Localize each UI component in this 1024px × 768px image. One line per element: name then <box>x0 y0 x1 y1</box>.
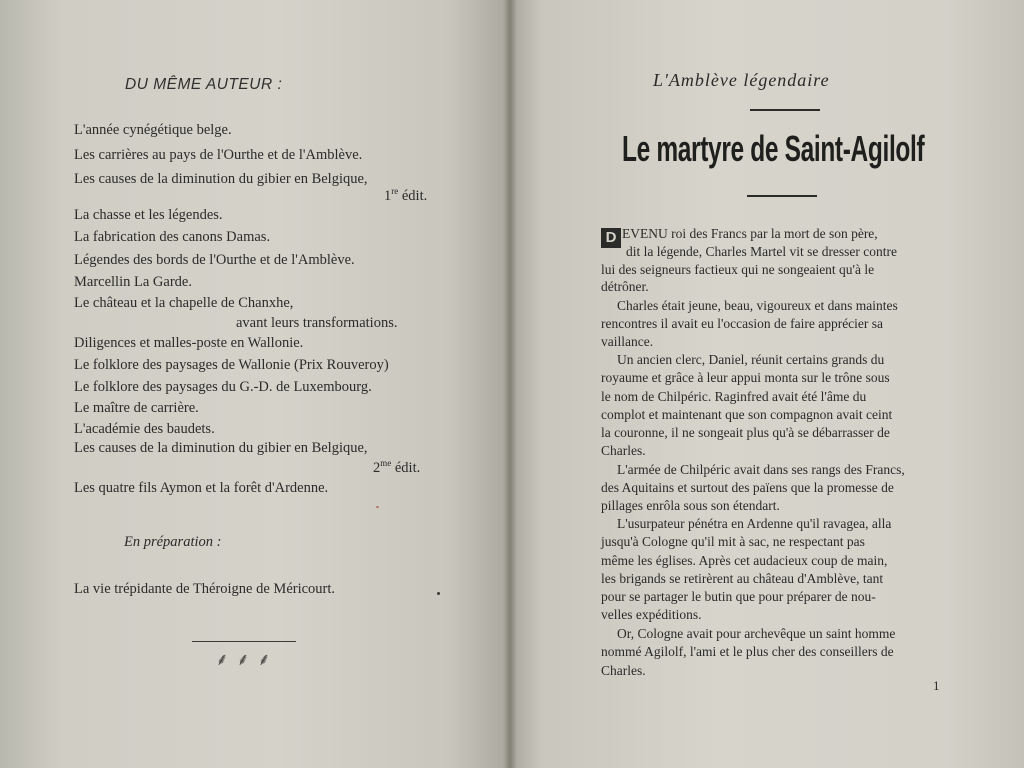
book-gutter <box>503 0 517 768</box>
text-line: Charles. <box>601 663 646 678</box>
text-line: velles expéditions. <box>601 607 702 622</box>
work-item: Les quatre fils Aymon et la forêt d'Ardenne. <box>74 480 329 496</box>
work-item: Marcellin La Garde. <box>74 274 192 290</box>
text-line: lui des seigneurs factieux qui ne songeaient qu'à le <box>601 262 875 277</box>
work-item: La chasse et les légendes. <box>74 207 223 223</box>
text-line: détrôner. <box>601 279 649 294</box>
work-item: Le folklore des paysages du G.-D. de Luxembourg. <box>74 379 372 395</box>
ornament-rule <box>192 641 296 642</box>
ornament <box>190 641 298 670</box>
text-line: rencontres il avait eu l'occasion de faire apprécier sa <box>601 316 884 331</box>
text-line: jusqu'à Cologne qu'il mit à sac, ne respectant pas <box>601 534 865 549</box>
text-line: royaume et grâce à leur appui monta sur le trône sous <box>601 370 890 385</box>
text-line: pillages enrôla sous son étendart. <box>601 498 780 513</box>
text-line: les brigands se retirèrent au château d'Amblève, tant <box>601 571 884 586</box>
work-item: L'année cynégétique belge. <box>74 122 232 138</box>
work-item: Le château et la chapelle de Chanxhe, <box>74 295 294 311</box>
drop-cap: D <box>601 228 621 248</box>
work-item: Les carrières au pays de l'Ourthe et de l'Amblève. <box>74 147 363 163</box>
edition-note: $2^{me}$ édit. <box>373 458 421 476</box>
paper-speck <box>437 592 440 595</box>
work-item: Diligences et malles-poste en Wallonie. <box>74 335 304 351</box>
chapter-title: Le martyre de Saint-Agilolf <box>622 128 925 169</box>
work-item: Le maître de carrière. <box>74 400 199 416</box>
text-line: le nom de Chilpéric. Raginfred avait été l'âme du <box>601 389 867 404</box>
work-item: Légendes des bords de l'Ourthe et de l'Amblève. <box>74 252 355 268</box>
left-page <box>0 0 510 768</box>
title-rule-bottom <box>747 195 817 197</box>
running-title: L'Amblève légendaire <box>653 70 830 90</box>
text-line: Un ancien clerc, Daniel, réunit certains grands du <box>617 352 885 367</box>
work-item: Les causes de la diminution du gibier en Belgique, <box>74 171 368 187</box>
text-line: L'armée de Chilpéric avait dans ses rangs des Francs, <box>617 462 905 477</box>
text-line: Or, Cologne avait pour archevêque un saint homme <box>617 626 896 641</box>
preparation-heading: En préparation : <box>124 534 222 550</box>
text-line: la couronne, il ne songeait plus qu'à se débarrasser de <box>601 425 890 440</box>
work-item-continuation: avant leurs transformations. <box>236 315 398 331</box>
text-line: pour se partager le butin que pour préparer de nou- <box>601 589 876 604</box>
title-rule-top <box>750 109 820 111</box>
other-works-heading: DU MÊME AUTEUR : <box>125 76 283 93</box>
text-line: des Aquitains et surtout des païens que la promesse de <box>601 480 894 495</box>
text-line: dit la légende, Charles Martel vit se dresser contre <box>626 244 898 259</box>
work-item: L'académie des baudets. <box>74 421 215 437</box>
paper-speck <box>376 506 379 508</box>
work-item: La fabrication des canons Damas. <box>74 229 271 245</box>
preparation-item: La vie trépidante de Théroigne de Méricourt. <box>74 581 336 597</box>
text-line: Charles était jeune, beau, vigoureux et dans maintes <box>617 298 898 313</box>
page-number: 1 <box>933 678 940 693</box>
text-line: vaillance. <box>601 334 654 349</box>
text-line: même les églises. Après cet audacieux coup de main, <box>601 553 888 568</box>
text-line: nommé Agilolf, l'ami et le plus cher des conseillers de <box>601 644 894 659</box>
edition-note: 1re édit. <box>384 186 428 204</box>
work-item: Les causes de la diminution du gibier en Belgique, <box>74 440 368 456</box>
text-line: D EVENU roi des Francs par la mort de son père, <box>601 226 878 248</box>
work-item: Le folklore des paysages de Wallonie (Prix Rouveroy) <box>74 357 389 373</box>
text-line: complot et maintenant que son compagnon avait ceint <box>601 407 893 422</box>
text-line: L'usurpateur pénétra en Ardenne qu'il ravagea, alla <box>617 516 892 531</box>
text-line: Charles. <box>601 443 646 458</box>
fleuron-icon: ⸙ ⸙ ⸙ <box>215 650 273 669</box>
